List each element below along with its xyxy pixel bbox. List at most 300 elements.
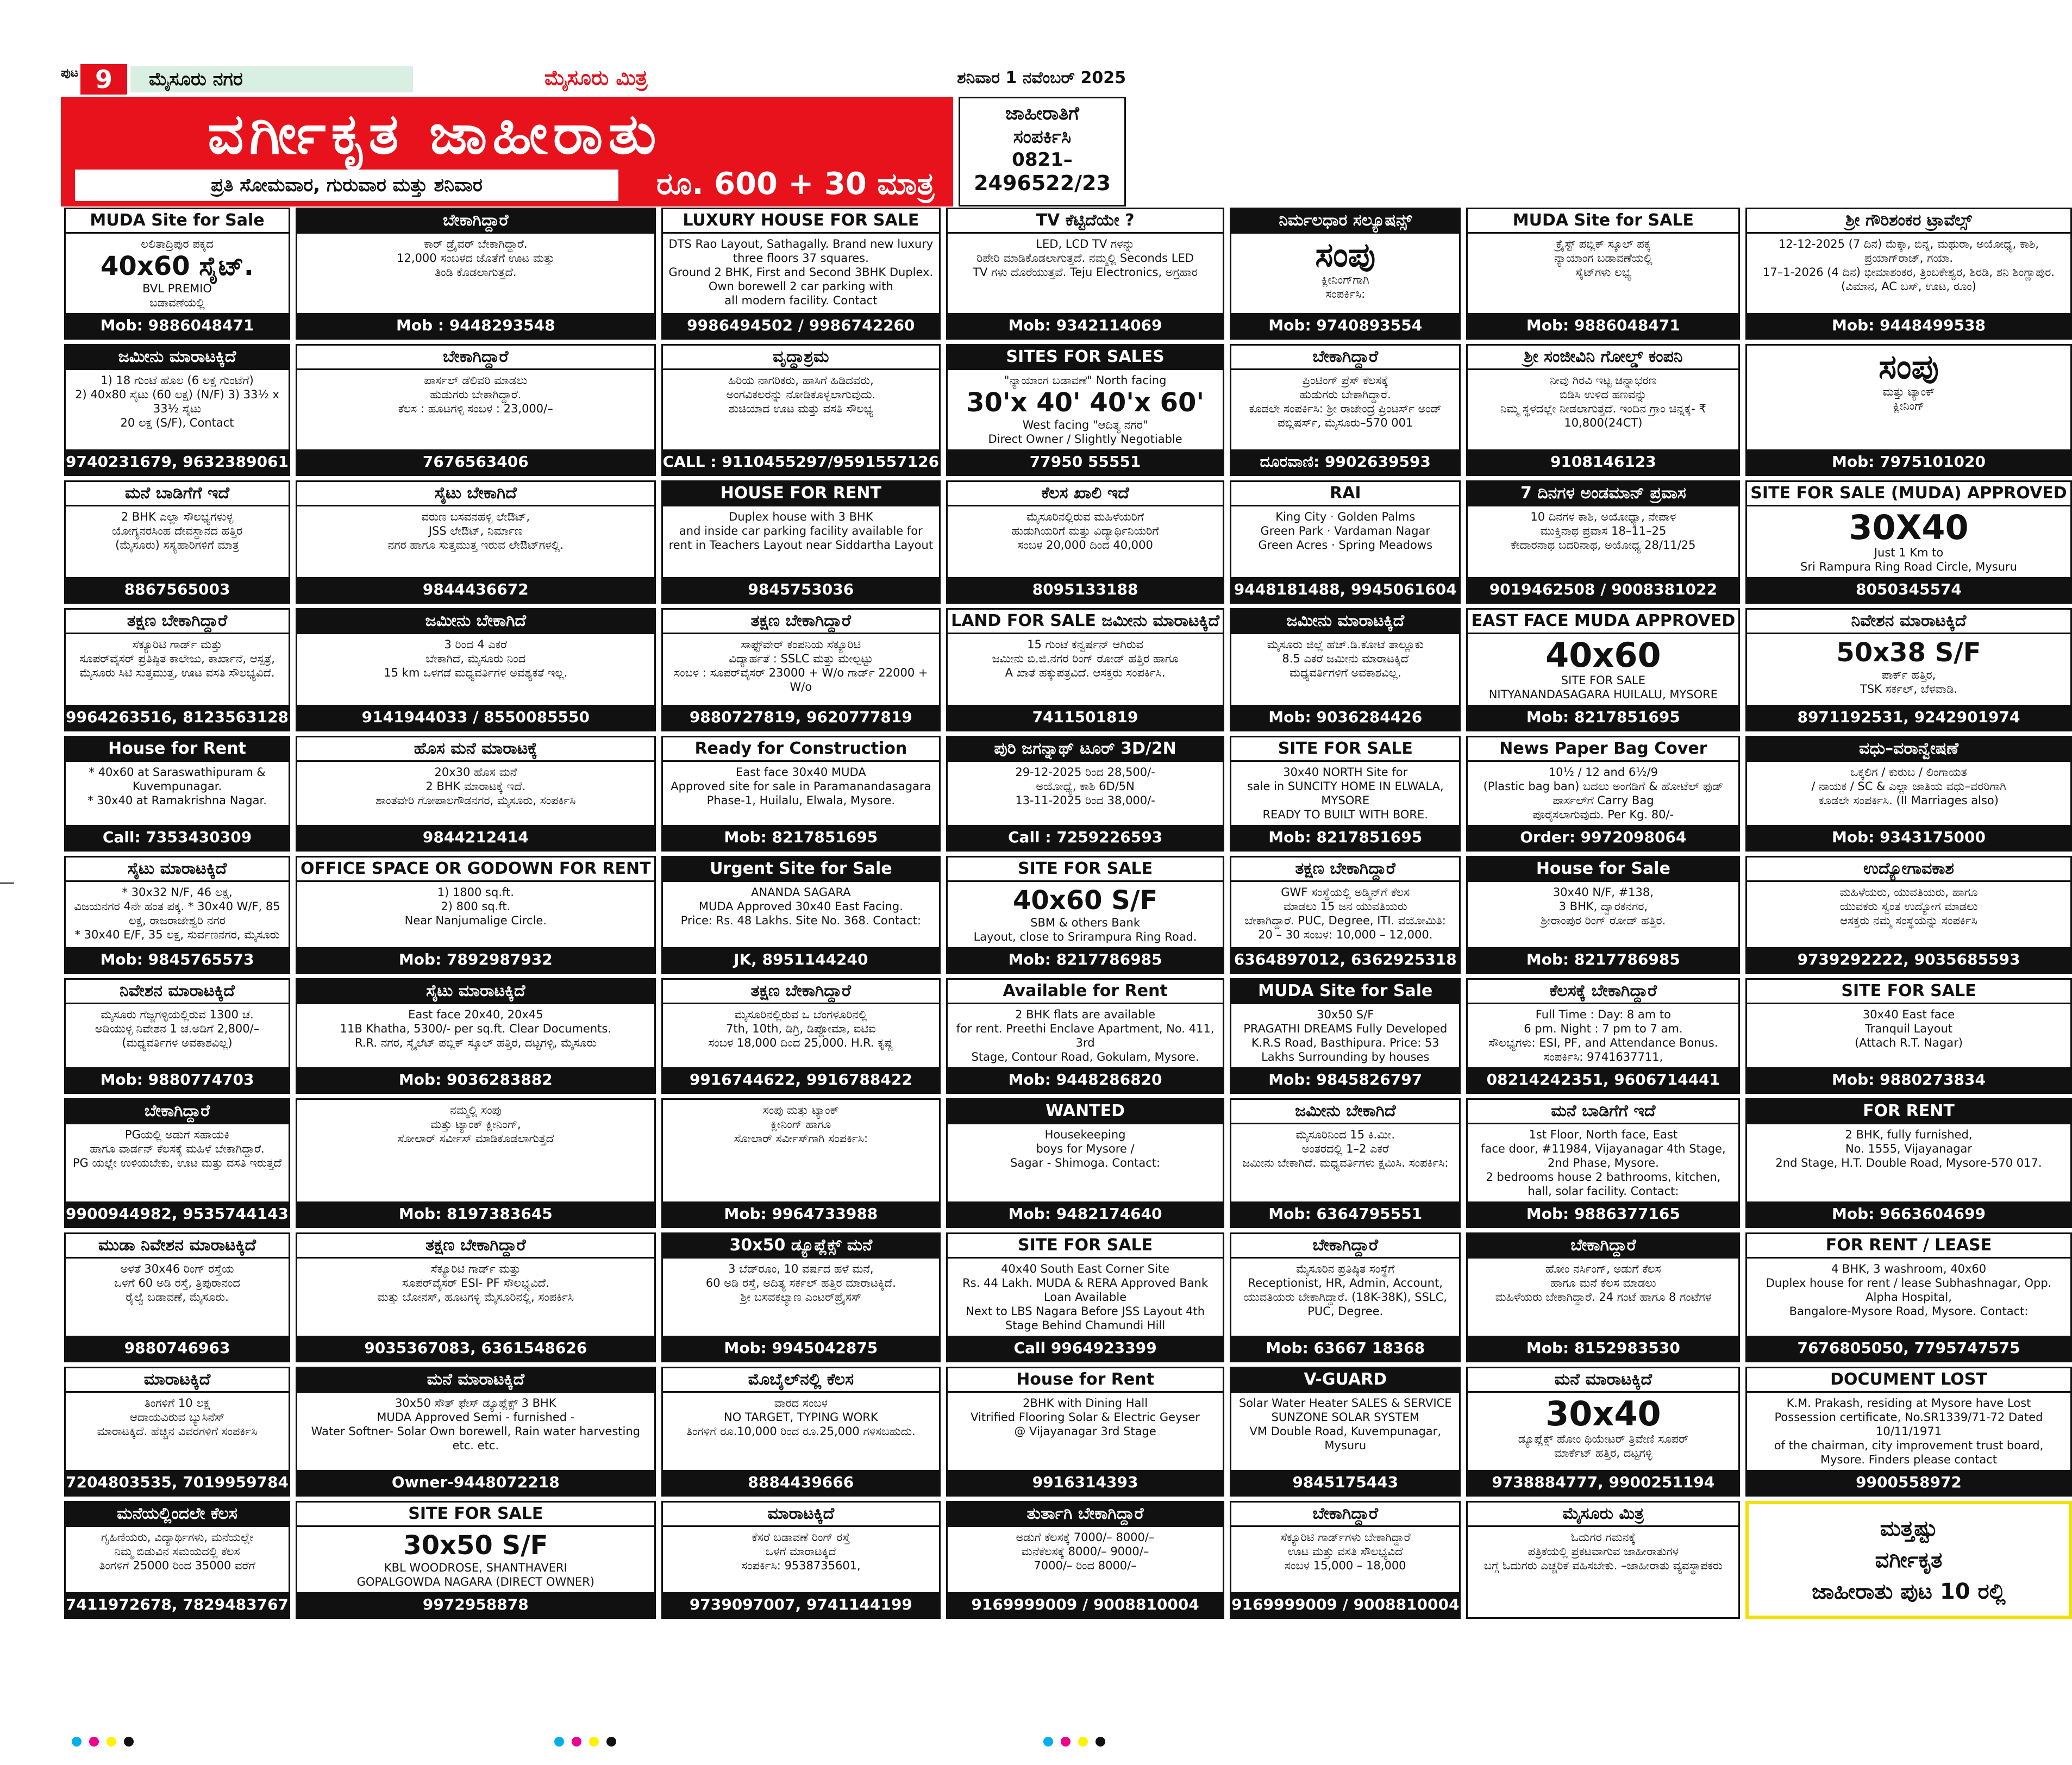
- ad-phone: CALL : 9110455297/9591557126: [663, 449, 939, 474]
- yellow-dot: [1078, 1737, 1088, 1747]
- ad-text-line: KBL WOODROSE, SHANTHAVERI: [384, 1561, 567, 1574]
- ad-body: [66, 762, 289, 825]
- ad-body: [1747, 234, 2070, 313]
- ad-heading: ತುರ್ತಾಗಿ ಬೇಕಾಗಿದ್ದಾರೆ: [948, 1503, 1223, 1527]
- ad-text-line: ಸೆಕ್ಯೂರಿಟಿ ಗಾರ್ಡ್ ಮತ್ತು: [430, 1262, 521, 1275]
- ad-body: [297, 1004, 654, 1067]
- classified-ad: [946, 1501, 1224, 1619]
- ad-heading: ಮಾರಾಟಕ್ಕಿದೆ: [66, 1368, 289, 1393]
- fold-mark: [0, 883, 14, 884]
- ad-highlight: 40x60: [1545, 635, 1661, 675]
- ad-text-line: ಮೈಸೂರಿನಲ್ಲಿರುವ ಮಹಿಳೆಯರಿಗೆ: [1026, 510, 1144, 523]
- ad-phone: Mob: 7975101020: [1747, 449, 2070, 474]
- issue-date: ಶನಿವಾರ 1 ನವೆಂಬರ್ 2025: [957, 68, 1126, 87]
- ad-heading: WANTED: [948, 1100, 1223, 1124]
- ad-body: [66, 1004, 289, 1067]
- ad-text-line: SUNZONE SOLAR SYSTEM: [1271, 1411, 1419, 1424]
- ad-text-line: Possession certificate, No.SR1339/71-72 Dated 10/11/1971: [1774, 1411, 2043, 1438]
- ad-text-line: ಸಾಫ್ಟ್‌ವೇರ್ ಕಂಪನಿಯ ಸೆಕ್ಯೂರಿಟಿ: [741, 638, 861, 651]
- ad-highlight: 40x60 S/F: [1013, 885, 1158, 916]
- ad-phone: Mob: 9886377165: [1468, 1201, 1738, 1226]
- ad-body: [663, 1527, 939, 1592]
- classified-ad: [64, 344, 290, 476]
- ad-phone: 9844436672: [297, 577, 654, 602]
- ad-text-line: * 30x40 E/F, 35 ಲಕ್ಷ, ಸುರ್ವಣನಗರ, ಮೈಸೂರು: [74, 928, 280, 941]
- ad-body: [1747, 1124, 2070, 1201]
- ad-text-line: rent in Teachers Layout near Siddartha Layout: [668, 539, 934, 552]
- ad-text-line: ಡ್ಯೂಪ್ಲೆಕ್ಸ್ ಹೋಂ ಥಿಯೇಟರ್ ತ್ರಿವೇಣಿ ಸೂಪರ್: [1518, 1432, 1689, 1445]
- ad-text-line: ಕೆಸರೆ ಬಡಾವಣೆ ರಿಂಗ್ ರಸ್ತೆ: [752, 1531, 850, 1544]
- ad-body: [948, 1527, 1223, 1592]
- classified-ad: [661, 736, 941, 852]
- ad-text-line: 3 BHK, ದ್ವಾರಕನಗರ,: [1558, 900, 1648, 913]
- ad-text-line: ಜಾಹೀರಾತು ಪುಟ 10 ರಲ್ಲಿ: [1812, 1579, 2006, 1604]
- ad-text-line: PG ಯಲ್ಲೇ ಉಳಿಯಬೇಕು, ಊಟ ಮತ್ತು ವಸತಿ ಇರುತ್ತದೆ: [72, 1156, 282, 1169]
- ad-phone: 9986494502 / 9986742260: [663, 313, 939, 338]
- ad-phone: 8050345574: [1747, 577, 2070, 602]
- classified-ad: [296, 480, 656, 604]
- ad-text-line: 2nd Stage, H.T. Double Road, Mysore-570 017.: [1775, 1156, 2042, 1169]
- ad-heading: ತಕ್ಷಣ ಬೇಕಾಗಿದ್ದಾರೆ: [663, 610, 939, 634]
- ad-heading: ತಕ್ಷಣ ಬೇಕಾಗಿದ್ದಾರೆ: [297, 1234, 654, 1259]
- ad-heading: ವಧು–ವರಾನ್ವೇಷಣೆ: [1747, 737, 2070, 762]
- ad-body: [297, 234, 654, 313]
- ad-heading: HOUSE FOR RENT: [663, 482, 939, 506]
- classified-ad: [1466, 208, 1740, 340]
- ad-text-line: 29-12-2025 ರಿಂದ 28,500/-: [1015, 766, 1155, 779]
- ad-heading: ಉದ್ಯೋಗಾವಕಾಶ: [1747, 858, 2070, 882]
- ad-text-line: ತಿಂಗಳಿಗೆ ರೂ.10,000 ರಿಂದ ರೂ.25,000 ಗಳಿಸಬಹುದು.: [686, 1425, 916, 1438]
- ad-text-line: ಮನೆಕೆಲಸಕ್ಕೆ 8000/– 9000/–: [1021, 1545, 1149, 1558]
- registration-dots-center: [554, 1737, 616, 1747]
- ad-text-line: 13-11-2025 ರಿಂದ 38,000/-: [1015, 794, 1155, 807]
- ad-heading: FOR RENT / LEASE: [1747, 1234, 2070, 1259]
- ad-text-line: ರೈಲ್ವೆ ಬಡಾವಣೆ, ಮೈಸೂರು.: [126, 1291, 229, 1304]
- ad-body: [297, 506, 654, 577]
- classified-ad: [1745, 978, 2071, 1094]
- ad-text-line: for rent. Preethi Enclave Apartment, No. 411, 3rd: [956, 1022, 1215, 1049]
- ad-text-line: ಸಂಪು ಮತ್ತು ಟ್ಯಾಂಕ್: [762, 1104, 839, 1117]
- ad-text-line: Water Softner- Solar Own borewell, Rain water harvesting etc. etc.: [311, 1425, 640, 1452]
- classified-ad: [296, 1367, 656, 1497]
- classified-ad: [64, 978, 290, 1094]
- ad-body: [663, 762, 939, 825]
- ad-phone: 7411972678, 7829483767: [66, 1592, 289, 1617]
- ad-text-line: 6 pm. Night : 7 pm to 7 am.: [1524, 1022, 1683, 1035]
- ad-phone: Mob: 9886048471: [1468, 313, 1738, 338]
- ad-body: [948, 1393, 1223, 1470]
- contact-line-2: ಸಂಪರ್ಕಿಸಿ: [1013, 126, 1072, 148]
- classified-ad: [661, 1232, 941, 1362]
- ad-body: [66, 1124, 289, 1201]
- ad-phone: Mob: 8217851695: [1468, 705, 1738, 730]
- ad-text-line: JSS ಲೇಔಟ್, ನಿರ್ಮಾಣ: [428, 524, 523, 537]
- ad-text-line: ಮೈಸೂರಿನ ಪ್ರತಿಷ್ಠಿತ ಸಂಸ್ಥೆಗೆ: [1296, 1262, 1395, 1275]
- ad-heading: TV ಕೆಟ್ಟಿದೆಯೇ ?: [948, 209, 1223, 234]
- ad-body: [1747, 346, 2070, 449]
- ad-text-line: boys for Mysore /: [1036, 1142, 1135, 1155]
- ad-text-line: "ನ್ಯಾಯಾಂಗ ಬಡಾವಣೆ" North facing: [1004, 374, 1167, 387]
- classified-ad: [1466, 978, 1740, 1094]
- ad-body: [66, 506, 289, 577]
- ad-text-line: 2 BHK flats are available: [1015, 1008, 1156, 1021]
- cyan-dot: [72, 1737, 82, 1747]
- ad-text-line: NO TARGET, TYPING WORK: [724, 1411, 878, 1424]
- ad-body: [1747, 506, 2070, 577]
- magenta-dot: [89, 1737, 99, 1747]
- ad-heading: ಜಮೀನು ಮಾರಾಟಕ್ಕಿದೆ: [1231, 610, 1459, 634]
- classified-ad: [661, 1501, 941, 1619]
- ad-heading: ಬೇಕಾಗಿದ್ದಾರೆ: [1231, 346, 1459, 370]
- ad-phone: 9169999009 / 9008810004: [948, 1592, 1223, 1617]
- ad-phone: Mob: 8217786985: [1468, 947, 1738, 972]
- ad-text-line: ಬಡಾವಣೆಯಲ್ಲಿ: [149, 296, 205, 309]
- ad-text-line: ಶುಚಿಯಾದ ಊಟ ಮತ್ತು ವಸತಿ ಸೌಲಭ್ಯ: [728, 402, 873, 415]
- ad-text-line: ವಿದ್ಯಾರ್ಹತೆ : SSLC ಮತ್ತು ಮೇಲ್ಪಟ್ಟು: [729, 652, 873, 665]
- classified-ad: [946, 736, 1224, 852]
- ad-text-line: ಸೋಲಾರ್ ಸರ್ವೀಸ್‌ಗಾಗಿ ಸಂಪರ್ಕಿಸಿ:: [734, 1132, 868, 1145]
- ad-highlight: 30X40: [1849, 508, 1969, 547]
- ad-text-line: TSK ಸರ್ಕಲ್, ಬೆಳವಾಡಿ.: [1860, 683, 1958, 696]
- classified-ad: [1466, 1232, 1740, 1362]
- yellow-dot: [107, 1737, 116, 1747]
- ad-body: [1231, 1527, 1459, 1592]
- registration-dots-right: [1043, 1737, 1105, 1747]
- ad-phone: 9739292222, 9035685593: [1747, 947, 2070, 972]
- page-header: [61, 64, 1126, 206]
- classified-ad: [946, 1367, 1224, 1497]
- classified-ad: [296, 344, 656, 476]
- ad-phone: Mob: 9945042875: [663, 1336, 939, 1361]
- ad-body: [1468, 1259, 1738, 1336]
- ad-phone: Owner-9448072218: [297, 1470, 654, 1495]
- ad-text-line: ಕ್ಲೀನಿಂಗ್: [1893, 399, 1925, 412]
- ad-body: [1747, 634, 2070, 705]
- ad-text-line: ಸೈಟ್‌ಗಳು ಲಭ್ಯ: [1575, 266, 1631, 279]
- ad-body: [1749, 1504, 2068, 1616]
- ad-heading: ಕೆಲಸಕ್ಕೆ ಬೇಕಾಗಿದ್ದಾರೆ: [1468, 980, 1738, 1004]
- ad-text-line: Approved site for sale in Paramanandasagara: [671, 780, 931, 793]
- ad-phone: Mob: 8197383645: [297, 1201, 654, 1226]
- classified-ad: [1230, 1367, 1461, 1497]
- ad-body: [66, 882, 289, 947]
- ad-text-line: 3 ಬೆಡ್‌ರೂಂ, 10 ವರ್ಷದ ಹಳೆ ಮನೆ,: [728, 1262, 874, 1275]
- ad-phone: 7676805050, 7795747575: [1747, 1336, 2070, 1361]
- ad-body: [948, 1004, 1223, 1067]
- classified-ad: [1466, 344, 1740, 476]
- ad-heading: FOR RENT: [1747, 1100, 2070, 1124]
- ad-phone: 9035367083, 6361548626: [297, 1336, 654, 1361]
- ad-heading: Urgent Site for Sale: [663, 858, 939, 882]
- ad-phone: Mob: 9740893554: [1231, 313, 1459, 338]
- classified-ad: [946, 480, 1224, 604]
- ad-phone: Mob: 8152983530: [1468, 1336, 1738, 1361]
- ad-phone: 77950 55551: [948, 449, 1223, 474]
- classified-ad: [946, 608, 1224, 731]
- ad-text-line: ಮಾರ್ಕೆಟ್ ಹತ್ತಿರ, ದಟ್ಟಗಳ್ಳಿ: [1554, 1447, 1652, 1460]
- ad-text-line: (Plastic bag ban) ಬದಲು ಅಂಗಡಿಗೆ & ಹೋಟೆಲ್ ಫುಡ್ ಪಾರ್ಸಲ್‌ಗೆ Carry Bag: [1483, 780, 1724, 807]
- classified-ad: [1745, 344, 2071, 476]
- ad-heading: ನಿವೇಶನ ಮಾರಾಟಕ್ಕಿದೆ: [66, 980, 289, 1004]
- ad-body: [297, 882, 654, 947]
- classified-ad: [946, 978, 1224, 1094]
- ad-text-line: 20x30 ಹೊಸ ಮನೆ: [434, 766, 517, 779]
- classified-ad: [946, 344, 1224, 476]
- ad-text-line: MUDA Approved 30x40 East Facing.: [698, 900, 903, 913]
- ad-heading: SITES FOR SALES: [948, 346, 1223, 370]
- classified-banner: [61, 97, 953, 206]
- ad-text-line: ಕ್ರೈಸ್ಟ್ ಪಬ್ಲಿಕ್ ಸ್ಕೂಲ್ ಪಕ್ಕ: [1556, 237, 1651, 251]
- ad-phone: 9141944033 / 8550085550: [297, 705, 654, 730]
- ad-text-line: Vitrified Flooring Solar & Electric Geyser: [971, 1411, 1200, 1424]
- ad-text-line: ತಿಂಡಿ ಕೊಡಲಾಗುತ್ತದೆ.: [435, 266, 517, 279]
- ad-text-line: 3 ರಿಂದ 4 ಎಕರೆ: [444, 638, 508, 651]
- ad-text-line: (ಮೈಸೂರು) ಸಸ್ಯಹಾರಿಗಳಿಗೆ ಮಾತ್ರ: [115, 539, 239, 552]
- black-dot: [606, 1737, 616, 1747]
- ad-text-line: K.M. Prakash, residing at Mysore have Lost: [1786, 1397, 2031, 1410]
- ad-text-line: ಪಾರ್ಕ್ ಹತ್ತಿರ,: [1881, 668, 1936, 681]
- ad-body: [663, 506, 939, 577]
- ad-text-line: ಕೂಡಲೇ ಸಂಪರ್ಕಿಸಿ: ಶ್ರೀ ರಾಜೇಂದ್ರ ಪ್ರಿಂಟರ್ಸ್ ಅಂಡ್ ಪಬ್ಲಿಷರ್ಸ್, ಮೈಸೂರು–570 001: [1249, 402, 1442, 429]
- ad-text-line: 1) 18 ಗುಂಟೆ ಹೊಲ (6 ಲಕ್ಷ ಗುಂಟೆಗೆ): [101, 374, 254, 387]
- ad-body: [948, 234, 1223, 313]
- ad-heading: SITE FOR SALE (MUDA) APPROVED: [1747, 482, 2070, 506]
- ad-phone: 7411501819: [948, 705, 1223, 730]
- ad-phone: 6364897012, 6362925318: [1231, 947, 1459, 972]
- ad-text-line: ವಿಜಯನಗರ 4ನೇ ಹಂತ ಪಕ್ಕ. * 30x40 W/F, 85 ಲಕ್ಷ, ರಾಜರಾಜೇಶ್ವರಿ ನಗರ: [74, 900, 280, 927]
- ad-text-line: 7th, 10th, ಡಿಗ್ರಿ, ಡಿಪ್ಲೋಮಾ, ಐಟಿಐ: [725, 1022, 876, 1035]
- classified-ad: [661, 856, 941, 974]
- ad-phone: Mob: 9880273834: [1747, 1067, 2070, 1092]
- ad-heading: ಮನೆ ಮಾರಾಟಕ್ಕಿದೆ: [1468, 1368, 1738, 1393]
- ad-text-line: ಅಳತೆ 30x46 ರಿಂಗ್ ರಸ್ತೆಯ: [120, 1262, 234, 1275]
- ad-text-line: ಶ್ರೀರಾಂಪುರ ರಿಂಗ್ ರೋಡ್ ಹತ್ತಿರ.: [1541, 914, 1666, 927]
- ad-text-line: ನಮ್ಮಲ್ಲಿ ಸಂಪು: [450, 1104, 502, 1117]
- ad-phone: Mob: 6364795551: [1231, 1201, 1459, 1226]
- classified-ad: [1745, 736, 2071, 852]
- ad-body: [297, 634, 654, 705]
- ad-body: [1468, 634, 1738, 705]
- classified-ad: [946, 1098, 1224, 1228]
- ad-text-line: 30x50 ಸೌತ್ ಫೇಸ್ ಡ್ಯೂಪ್ಲೆಕ್ಸ್ 3 BHK: [395, 1397, 556, 1410]
- ad-text-line: ಹಾಗೂ ವಾರ್ಡನ್ ಕೆಲಸಕ್ಕೆ ಮಹಿಳೆ ಬೇಕಾಗಿದ್ದಾರೆ.: [90, 1142, 265, 1155]
- ad-phone: Mob: 8217851695: [1231, 825, 1459, 850]
- ad-text-line: Phase-1, Huilalu, Elwala, Mysore.: [706, 794, 896, 807]
- ad-body: [1231, 506, 1459, 577]
- ad-body: [948, 1259, 1223, 1336]
- classified-ad-grid: [64, 208, 2067, 1613]
- ad-text-line: Green Acres · Spring Meadows: [1258, 539, 1433, 552]
- ad-text-line: of the chairman, city improvement trust board, Mysore. Finders please contact: [1774, 1439, 2044, 1466]
- ad-body: [1231, 1004, 1459, 1067]
- ad-heading: EAST FACE MUDA APPROVED: [1468, 610, 1738, 634]
- ad-text-line: ಯೋಗ್ಯನರಸಿಂಹ ದೇವಸ್ಥಾನದ ಹತ್ತಿರ: [111, 524, 243, 537]
- ad-heading: ಶ್ರೀ ಸಂಜೀವಿನಿ ಗೋಲ್ಡ್ ಕಂಪನಿ: [1468, 346, 1738, 370]
- ad-text-line: Sri Rampura Ring Road Circle, Mysuru: [1800, 560, 2017, 573]
- ad-text-line: ಆಸಕ್ತರು ನಮ್ಮ ಸಂಸ್ಥೆಯನ್ನು ಸಂಪರ್ಕಿಸಿ: [1840, 914, 1977, 927]
- classified-ad: [1466, 480, 1740, 604]
- ad-text-line: all modern facility. Contact: [724, 294, 878, 307]
- ad-text-line: ಹುಡುಗರು ಬೇಕಾಗಿದ್ದಾರೆ.: [430, 388, 522, 401]
- ad-text-line: Green Park · Vardaman Nagar: [1260, 524, 1430, 537]
- ad-heading: OFFICE SPACE OR GODOWN FOR RENT: [297, 858, 654, 882]
- ad-text-line: 30x40 N/F, #138,: [1553, 886, 1654, 899]
- magenta-dot: [1061, 1737, 1071, 1747]
- ad-text-line: ಮತ್ತು ಟ್ಯಾಂಕ್: [1882, 385, 1935, 398]
- ad-text-line: ಸೆಕ್ಯೂರಿಟಿ ಗಾರ್ಡ್‌ಗಳು ಬೇಕಾಗಿದ್ದಾರೆ: [1280, 1531, 1411, 1544]
- ad-heading: ಮನೆ ಬಾಡಿಗೆಗೆ ಇದೆ: [1468, 1100, 1738, 1124]
- ad-text-line: Stage, Contour Road, Gokulam, Mysore.: [971, 1050, 1199, 1063]
- classified-ad: [296, 1501, 656, 1619]
- ad-text-line: ಮೈಸೂರು ಜಿಲ್ಲೆ ಹೆಚ್.ಡಿ.ಕೋಟೆ ತಾಲ್ಲೂಕು: [1267, 638, 1424, 651]
- ad-text-line: 12,000 ಸಂಬಳದ ಜೊತೆಗೆ ಊಟ ಮತ್ತು: [397, 252, 555, 265]
- ad-text-line: ಅಂಗವಿಕಲರನ್ನು ನೋಡಿಕೊಳ್ಳಲಾಗುವುದು.: [726, 388, 876, 401]
- ad-text-line: ಮಾಡಲು 15 ಜನ ಯುವತಿಯರು: [1283, 900, 1407, 913]
- classified-ad: [946, 1232, 1224, 1362]
- ad-text-line: No. 1555, Vijayanagar: [1845, 1142, 1973, 1155]
- ad-text-line: ರಿಪೇರಿ ಮಾಡಿಕೊಡಲಾಗುತ್ತದೆ. ನಮ್ಮಲ್ಲಿ Seconds LED: [976, 252, 1194, 265]
- ad-heading: LUXURY HOUSE FOR SALE: [663, 209, 939, 234]
- ad-body: [948, 634, 1223, 705]
- ad-heading: ತಕ್ಷಣ ಬೇಕಾಗಿದ್ದಾರೆ: [663, 980, 939, 1004]
- ad-text-line: TV ಗಳು ದೊರೆಯುತ್ತವೆ. Teju Electronics, ಅಗ್ರಹಾರ: [973, 266, 1198, 279]
- ad-text-line: ಕೇದಾರನಾಥ ಬದರಿನಾಥ, ಅಯೋಧ್ಯ 28/11/25: [1511, 539, 1696, 552]
- classified-ad: [64, 1501, 290, 1619]
- ad-body: [66, 234, 289, 313]
- ad-text-line: Ground 2 BHK, First and Second 3BHK Duplex. Own borewell 2 car parking with: [668, 266, 934, 293]
- ad-text-line: SBM & others Bank: [1030, 916, 1141, 929]
- ad-text-line: ಬಿಡಿಸಿ ಉಳಿದ ಹಣವನ್ನು: [1560, 388, 1647, 401]
- ad-body: [1231, 882, 1459, 947]
- ad-phone: 9845175443: [1231, 1470, 1459, 1495]
- ad-heading: MUDA Site for SALE: [1468, 209, 1738, 234]
- ad-phone: 9880727819, 9620777819: [663, 705, 939, 730]
- ad-phone: Mob: 9845826797: [1231, 1067, 1459, 1092]
- classified-ad: [1745, 608, 2071, 731]
- classified-ad: [1466, 608, 1740, 731]
- ad-heading: ಜಮೀನು ಬೇಕಾಗಿದೆ: [297, 610, 654, 634]
- ad-text-line: ಹಾಗೂ ಮನೆ ಕೆಲಸ ಮಾಡಲು: [1550, 1276, 1656, 1290]
- ad-text-line: GWF ಸಂಸ್ಥೆಯಲ್ಲಿ ಅಡ್ಮಿನ್‌ಗೆ ಕೆಲಸ: [1281, 886, 1410, 899]
- ad-text-line: ANANDA SAGARA: [751, 886, 851, 899]
- ad-text-line: GOPALGOWDA NAGARA (DIRECT OWNER): [356, 1575, 594, 1588]
- classified-ad: [1230, 736, 1461, 852]
- ad-text-line: LED, LCD TV ಗಳನ್ನು: [1036, 237, 1135, 251]
- classified-ad: [1745, 1232, 2071, 1362]
- classified-ad: [1230, 480, 1461, 604]
- classified-ad: [296, 208, 656, 340]
- ad-body: [297, 370, 654, 449]
- contact-line-3: 0821–: [1012, 149, 1073, 171]
- page-number: 9: [80, 64, 127, 95]
- ad-text-line: ಗೃಹಿಣಿಯರು, ವಿದ್ಯಾರ್ಥಿಗಳು, ಮನೆಯಲ್ಲೇ: [101, 1531, 254, 1544]
- ad-text-line: 10 ದಿನಗಳ ಕಾಶಿ, ಅಯೋಧ್ಯಾ, ನೇಪಾಳ: [1530, 510, 1676, 523]
- ad-text-line: ಬಗ್ಗೆ ಓದುಗರು ಎಚ್ಚರಿಕೆ ವಹಿಸಬೇಕು. –ಜಾಹೀರಾತು ವ್ಯವಸ್ಥಾಪಕರು: [1483, 1559, 1723, 1572]
- ad-phone: 7676563406: [297, 449, 654, 474]
- ad-phone: Mob: 9448499538: [1747, 313, 2070, 338]
- ad-heading: ತಕ್ಷಣ ಬೇಕಾಗಿದ್ದಾರೆ: [1231, 858, 1459, 882]
- ad-text-line: ಮೈಸೂರಿನಿಂದ 15 ಕಿ.ಮೀ.: [1295, 1128, 1395, 1141]
- ad-text-line: 15 km ಒಳಗಡೆ ಮಧ್ಯವರ್ತಿಗಳ ಅವಶ್ಯಕತೆ ಇಲ್ಲ.: [384, 666, 568, 679]
- ad-text-line: ಸಂಬಳ 15,000 – 18,000: [1284, 1559, 1406, 1572]
- ad-heading: SITE FOR SALE: [1231, 737, 1459, 762]
- ad-heading: ವೃದ್ಧಾಶ್ರಮ: [663, 346, 939, 370]
- ad-phone: Order: 9972098064: [1468, 825, 1738, 850]
- ad-phone: Mob: 9964733988: [663, 1201, 939, 1226]
- ad-highlight: 30x40: [1545, 1394, 1661, 1434]
- ad-text-line: ಯುವತಿಯರು ಬೇಕಾಗಿದ್ದಾರೆ. (18K-38K), SSLC, PUC, Degree.: [1243, 1291, 1447, 1318]
- ad-phone: 9019462508 / 9008381022: [1468, 577, 1738, 602]
- ad-body: [1747, 1393, 2070, 1470]
- ad-heading: ಶ್ರೀ ಗೌರಿಶಂಕರ ಟ್ರಾವೆಲ್ಸ್: [1747, 209, 2070, 234]
- ad-phone: 9844212414: [297, 825, 654, 850]
- ad-text-line: ಶಾಂತವೇರಿ ಗೋಪಾಲಗೌಡನಗರ, ಮೈಸೂರು, ಸಂಪರ್ಕಿಸಿ: [375, 794, 576, 807]
- ad-body: [66, 1393, 289, 1470]
- ad-heading: ಜಮೀನು ಮಾರಾಟಕ್ಕಿದೆ: [66, 346, 289, 370]
- ad-text-line: ಅಡುಗೆ ಕೆಲಸಕ್ಕೆ 7000/– 8000/–: [1016, 1531, 1155, 1544]
- classified-ad: [1745, 208, 2071, 340]
- ad-text-line: @ Vijayanagar 3rd Stage: [1014, 1425, 1156, 1438]
- ad-text-line: ನೀವು ಗಿರವಿ ಇಟ್ಟ ಚಿನ್ನಾಭರಣ: [1550, 374, 1657, 387]
- ad-heading: ಮೊಬೈಲ್‌ನಲ್ಲಿ ಕೆಲಸ: [663, 1368, 939, 1393]
- classified-ad: [296, 608, 656, 731]
- ad-body: [297, 762, 654, 825]
- classified-ad: [1745, 1098, 2071, 1228]
- ad-phone: Mob: 9342114069: [948, 313, 1223, 338]
- ad-heading: House for Sale: [1468, 858, 1738, 882]
- ad-body: [66, 634, 289, 705]
- ad-text-line: R.R. ನಗರ, ಸ್ಕೈಲೆಟ್ ಪಬ್ಲಿಕ್ ಸ್ಕೂಲ್ ಹತ್ತಿರ, ದಟ್ಟಗಳ್ಳಿ, ಮೈಸೂರು: [355, 1036, 597, 1049]
- ad-heading: SITE FOR SALE: [948, 1234, 1223, 1259]
- ad-heading: SITE FOR SALE: [1747, 980, 2070, 1004]
- ad-body: [1468, 1527, 1738, 1617]
- cyan-dot: [1043, 1737, 1053, 1747]
- ad-heading: ಬೇಕಾಗಿದ್ದಾರೆ: [1231, 1234, 1459, 1259]
- ad-body: [948, 370, 1223, 449]
- classified-ad: [64, 1232, 290, 1362]
- ad-heading: DOCUMENT LOST: [1747, 1368, 2070, 1393]
- ad-heading: ಮನೆ ಮಾರಾಟಕ್ಕಿದೆ: [297, 1368, 654, 1393]
- ad-body: [948, 506, 1223, 577]
- classified-ad: [1466, 856, 1740, 974]
- ad-phone: 9900558972: [1747, 1470, 2070, 1495]
- classified-ad: [296, 1098, 656, 1228]
- classified-ad: [64, 856, 290, 974]
- classified-ad: [1230, 1232, 1461, 1362]
- ad-text-line: Receptionist, HR, Admin, Account,: [1248, 1276, 1443, 1290]
- section-city: ಮೈಸೂರು ನಗರ: [130, 66, 413, 92]
- ad-phone: 9972958878: [297, 1592, 654, 1617]
- ad-phone: 9738884777, 9900251194: [1468, 1470, 1738, 1495]
- ad-text-line: East face 20x40, 20x45: [408, 1008, 543, 1021]
- ad-text-line: ನ್ಯಾಯಾಂಗ ಬಡಾವಣೆಯಲ್ಲಿ: [1554, 252, 1652, 265]
- ad-text-line: 4 BHK, 3 washroom, 40x60: [1831, 1262, 1987, 1275]
- contact-line-4: 2496522/23: [974, 171, 1111, 195]
- ad-text-line: ಸೆಕ್ಯೂರಿಟಿ ಗಾರ್ಡ್ ಮತ್ತು: [132, 638, 222, 651]
- ad-text-line: ಮೈಸೂರು ಗೆಜ್ಜಗಳ್ಳಿಯಲ್ಲಿರುವ 1300 ಚ.: [101, 1008, 254, 1021]
- ad-text-line: Kuvempunagar.: [132, 780, 222, 793]
- classified-ad: [296, 856, 656, 974]
- ad-heading: News Paper Bag Cover: [1468, 737, 1738, 762]
- classified-ad: [1230, 344, 1461, 476]
- ad-phone: Mob: 9343175000: [1747, 825, 2070, 850]
- classified-ad: [946, 856, 1224, 974]
- ad-text-line: ಸಂಪರ್ಕಿಸಿ: 9538735601,: [741, 1559, 861, 1572]
- ad-text-line: ಯುವಕರು ಸ್ವಂತ ಉದ್ಯೋಗ ಮಾಡಲು: [1839, 900, 1978, 913]
- ad-phone: 9448181488, 9945061604: [1231, 577, 1459, 602]
- ad-heading: Ready for Construction: [663, 737, 939, 762]
- classified-ad: [1745, 1367, 2071, 1497]
